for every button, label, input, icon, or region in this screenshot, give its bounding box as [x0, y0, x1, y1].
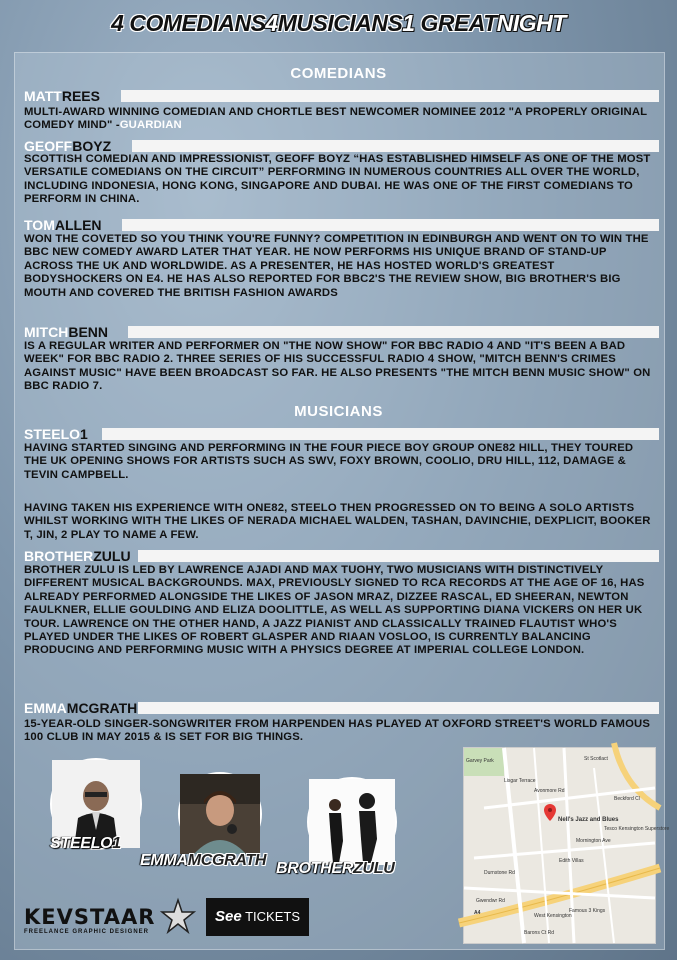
star-logo-icon	[160, 898, 196, 934]
map-label: Famous 3 Kings	[569, 908, 606, 914]
map-label: Garvey Park	[466, 758, 494, 764]
map-label: A4	[474, 910, 481, 916]
map-label: Tesco Kensington Superstore	[604, 826, 670, 832]
kevstaar-logo: KEVSTAAR	[24, 905, 156, 929]
name-bar	[138, 550, 659, 562]
emma-mcgrath-photo	[178, 772, 262, 856]
map-venue-label: Nell's Jazz and Blues	[558, 817, 619, 823]
name-bar	[122, 219, 659, 231]
act-name-tom-allen: TOMALLEN	[24, 217, 102, 233]
act-description-matt-rees: MULTI-AWARD WINNING COMEDIAN AND CHORTLE BEST NEWCOMER NOMINEE 2012 "A PROPERLY ORIGINAL COMEDY MIND" -GUARDIAN	[24, 106, 647, 132]
act-name-geoff-boyz: GEOFFBOYZ	[24, 138, 112, 154]
act-description-emma-mcgrath: 15-YEAR-OLD SINGER-SONGWRITER FROM HARPENDEN HAS PLAYED AT OXFORD STREET'S WORLD FAMOUS 100 CLUB IN MAY 2015 & IS SET FOR BIG THINGS.	[24, 718, 651, 744]
act-description-brother-zulu: BROTHER ZULU IS LED BY LAWRENCE AJADI AND MAX TUOHY, TWO MUSICIANS WITH DISTINCTIVELY DIFFERENT MUSICAL BACKGROUNDS. MAX, PREVIOUSLY SIGNED TO RCA RECORDS AT THE AGE OF 16, HAS ALREADY PERFORMED ALONGSIDE THE LIKES OF JASON MRAZ, DIZZEE RASCAL, ED SHEERAN, NEWTON FAULKNER, ELLIE GOULDING AND ELIZA DOOLITTLE, AS WELL AS SUPPORTING DIANA VICKERS ON HER UK TOUR. LAWRENCE ON THE OTHER HAND, A JAZZ PIANIST AND CLASSICALLY TRAINED FLAUTIST WHO'S PLAYED UNDER THE LIKES OF ROBERT GLASPER AND RIAAN VOSLOO, IS CURRENTLY BALANCING PRODUCING AND PERFORMING MUSIC WITH A PHYSICS DEGREE AT IMPERIAL COLLEGE LONDON.	[24, 564, 645, 657]
musicians-heading: MUSICIANS	[294, 403, 383, 420]
act-name-matt-rees: MATTREES	[24, 88, 100, 104]
caption-emma-mcgrath: EMMAMCGRATH	[140, 852, 267, 869]
act-name-brother-zulu: BROTHERZULU	[24, 548, 131, 564]
map-label: West Kensington	[534, 913, 572, 919]
map-label: St Scotlact	[584, 756, 608, 762]
name-bar	[102, 428, 659, 440]
map-label: Edith Villas	[559, 858, 584, 864]
name-bar	[121, 90, 659, 102]
act-description-mitch-benn: IS A REGULAR WRITER AND PERFORMER ON "THE NOW SHOW" FOR BBC RADIO 4 AND "IT'S BEEN A BAD WEEK" FOR BBC RADIO 2. THREE SERIES OF HIS SUCCESSFUL RADIO 4 SHOW, "MITCH BENN'S CRIMES AGAINST MUSIC" HAVE BEEN BROADCAST SO FAR. HE ALSO PRESENTS "THE MITCH BENN MUSIC SHOW" ON BBC RADIO 7.	[24, 340, 651, 393]
comedians-heading: COMEDIANS	[290, 65, 387, 82]
act-name-steelo-1: STEELO1	[24, 426, 88, 442]
brother-zulu-photo	[307, 777, 397, 867]
name-bar	[132, 140, 659, 152]
map-label: Durnstone Rd	[484, 870, 515, 876]
act-description-tom-allen: WON THE COVETED SO YOU THINK YOU'RE FUNNY? COMPETITION IN EDINBURGH AND WENT ON TO WIN THE BBC NEW COMEDY AWARD LATER THAT YEAR. HE NOW PERFORMS HIS UNIQUE BRAND OF STAND-UP ACROSS THE UK AND WORLDWIDE. AS A PRESENTER, HE HAS HOSTED WORLD'S GREATEST BODYSHOCKERS ON E4. HE HAS ALSO REPORTED FOR BBC2'S THE REVIEW SHOW, BIG BROTHER'S BIG MOUTH AND COVERED THE BRITISH FASHION AWARDS	[24, 233, 649, 299]
map-label: Avonmore Rd	[534, 788, 565, 794]
caption-brother-zulu: BROTHERZULU	[276, 860, 395, 877]
name-bar	[128, 326, 659, 338]
act-description-steelo-1-a: HAVING STARTED SINGING AND PERFORMING IN THE FOUR PIECE BOY GROUP ONE82 HILL, THEY TOURED THE UK OPENING SHOWS FOR ARTISTS SUCH AS SWV, FOXY BROWN, COOLIO, DRU HILL, 112, DAMAGE & TEVIN CAMPBELL.	[24, 442, 634, 481]
act-description-steelo-1-b: HAVING TAKEN HIS EXPERIENCE WITH ONE82, STEELO THEN PROGRESSED ON TO BEING A SOLO ARTISTS WHILST WORKING WITH THE LIKES OF NERADA MICHAEL WALDEN, TASHAN, DAVINCHIE, DEXPLICIT, BOOKER T, JIN, 2 PLAY TO NAME A FEW.	[24, 502, 651, 541]
venue-map[interactable]	[463, 747, 670, 944]
act-name-mitch-benn: MITCHBENN	[24, 324, 108, 340]
act-description-geoff-boyz: SCOTTISH COMEDIAN AND IMPRESSIONIST, GEOFF BOYZ “HAS ESTABLISHED HIMSELF AS ONE OF THE MOST VERSATILE COMEDIANS ON THE CIRCUIT” PERFORMING IN NUMEROUS COUNTRIES ALL OVER THE WORLD, INCLUDING INDONESIA, HONG KONG, SINGAPORE AND DUBAI. HE WAS ONE OF THE FIRST COMEDIANS TO PERFORM IN CHINA.	[24, 153, 651, 206]
caption-steelo-1: STEELO1	[50, 835, 121, 852]
poster-title: 4 COMEDIANS4MUSICIANS1 GREATNIGHT	[111, 10, 566, 36]
map-label: Gwendwr Rd	[476, 898, 505, 904]
map-label: Beckford Cl	[614, 796, 640, 802]
act-name-emma-mcgrath: EMMAMCGRATH	[24, 700, 138, 716]
map-label: Mornington Ave	[576, 838, 611, 844]
map-label: Barons Ct Rd	[524, 930, 555, 936]
map-label: Lisgar Terrace	[504, 778, 536, 784]
kevstaar-tagline: FREELANCE GRAPHIC DESIGNER	[24, 929, 150, 935]
see-tickets-logo: See TICKETS	[206, 898, 309, 936]
name-bar	[138, 702, 659, 714]
